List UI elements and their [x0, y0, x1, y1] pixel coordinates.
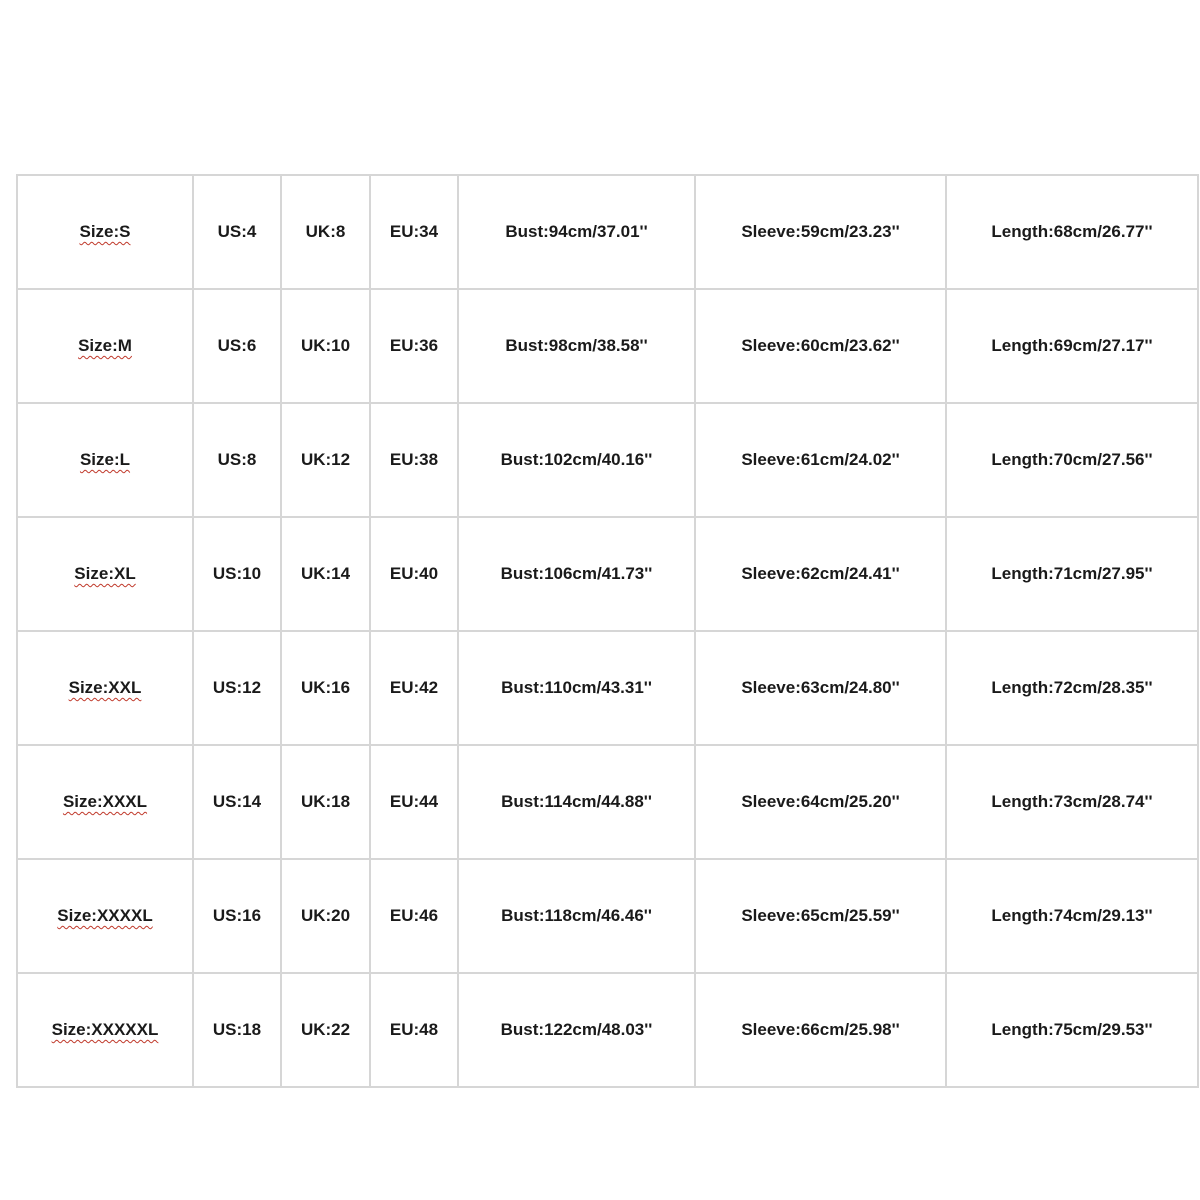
length-cell: Length:74cm/29.13'' [946, 859, 1198, 973]
size-cell: Size:L [17, 403, 193, 517]
eu-size-cell: EU:40 [370, 517, 458, 631]
length-cell: Length:70cm/27.56'' [946, 403, 1198, 517]
bust-cell: Bust:98cm/38.58'' [458, 289, 695, 403]
bust-cell: Bust:94cm/37.01'' [458, 175, 695, 289]
eu-size-cell: EU:46 [370, 859, 458, 973]
length-cell: Length:68cm/26.77'' [946, 175, 1198, 289]
size-cell: Size:XL [17, 517, 193, 631]
eu-size-cell: EU:44 [370, 745, 458, 859]
eu-size-cell: EU:48 [370, 973, 458, 1087]
sleeve-cell: Sleeve:60cm/23.62'' [695, 289, 946, 403]
length-cell: Length:69cm/27.17'' [946, 289, 1198, 403]
uk-size-cell: UK:18 [281, 745, 370, 859]
size-chart-table [16, 174, 1199, 1088]
sleeve-cell: Sleeve:65cm/25.59'' [695, 859, 946, 973]
table-row [17, 517, 1198, 631]
uk-size-cell: UK:8 [281, 175, 370, 289]
us-size-cell: US:8 [193, 403, 281, 517]
size-cell: Size:XXXXL [17, 859, 193, 973]
bust-cell: Bust:118cm/46.46'' [458, 859, 695, 973]
uk-size-cell: UK:22 [281, 973, 370, 1087]
sleeve-cell: Sleeve:63cm/24.80'' [695, 631, 946, 745]
table-row [17, 745, 1198, 859]
size-cell: Size:S [17, 175, 193, 289]
uk-size-cell: UK:12 [281, 403, 370, 517]
bust-cell: Bust:102cm/40.16'' [458, 403, 695, 517]
length-cell: Length:75cm/29.53'' [946, 973, 1198, 1087]
bust-cell: Bust:122cm/48.03'' [458, 973, 695, 1087]
us-size-cell: US:6 [193, 289, 281, 403]
table-row [17, 289, 1198, 403]
us-size-cell: US:14 [193, 745, 281, 859]
sleeve-cell: Sleeve:59cm/23.23'' [695, 175, 946, 289]
sleeve-cell: Sleeve:64cm/25.20'' [695, 745, 946, 859]
size-cell: Size:M [17, 289, 193, 403]
uk-size-cell: UK:14 [281, 517, 370, 631]
us-size-cell: US:16 [193, 859, 281, 973]
size-cell: Size:XXXL [17, 745, 193, 859]
table-row [17, 631, 1198, 745]
uk-size-cell: UK:16 [281, 631, 370, 745]
bust-cell: Bust:106cm/41.73'' [458, 517, 695, 631]
table-row [17, 973, 1198, 1087]
bust-cell: Bust:114cm/44.88'' [458, 745, 695, 859]
length-cell: Length:72cm/28.35'' [946, 631, 1198, 745]
sleeve-cell: Sleeve:61cm/24.02'' [695, 403, 946, 517]
sleeve-cell: Sleeve:62cm/24.41'' [695, 517, 946, 631]
eu-size-cell: EU:42 [370, 631, 458, 745]
eu-size-cell: EU:34 [370, 175, 458, 289]
length-cell: Length:71cm/27.95'' [946, 517, 1198, 631]
us-size-cell: US:18 [193, 973, 281, 1087]
uk-size-cell: UK:10 [281, 289, 370, 403]
length-cell: Length:73cm/28.74'' [946, 745, 1198, 859]
us-size-cell: US:4 [193, 175, 281, 289]
us-size-cell: US:12 [193, 631, 281, 745]
table-row [17, 859, 1198, 973]
us-size-cell: US:10 [193, 517, 281, 631]
table-row [17, 175, 1198, 289]
eu-size-cell: EU:38 [370, 403, 458, 517]
size-cell: Size:XXL [17, 631, 193, 745]
eu-size-cell: EU:36 [370, 289, 458, 403]
bust-cell: Bust:110cm/43.31'' [458, 631, 695, 745]
size-cell: Size:XXXXXL [17, 973, 193, 1087]
table-row [17, 403, 1198, 517]
sleeve-cell: Sleeve:66cm/25.98'' [695, 973, 946, 1087]
uk-size-cell: UK:20 [281, 859, 370, 973]
